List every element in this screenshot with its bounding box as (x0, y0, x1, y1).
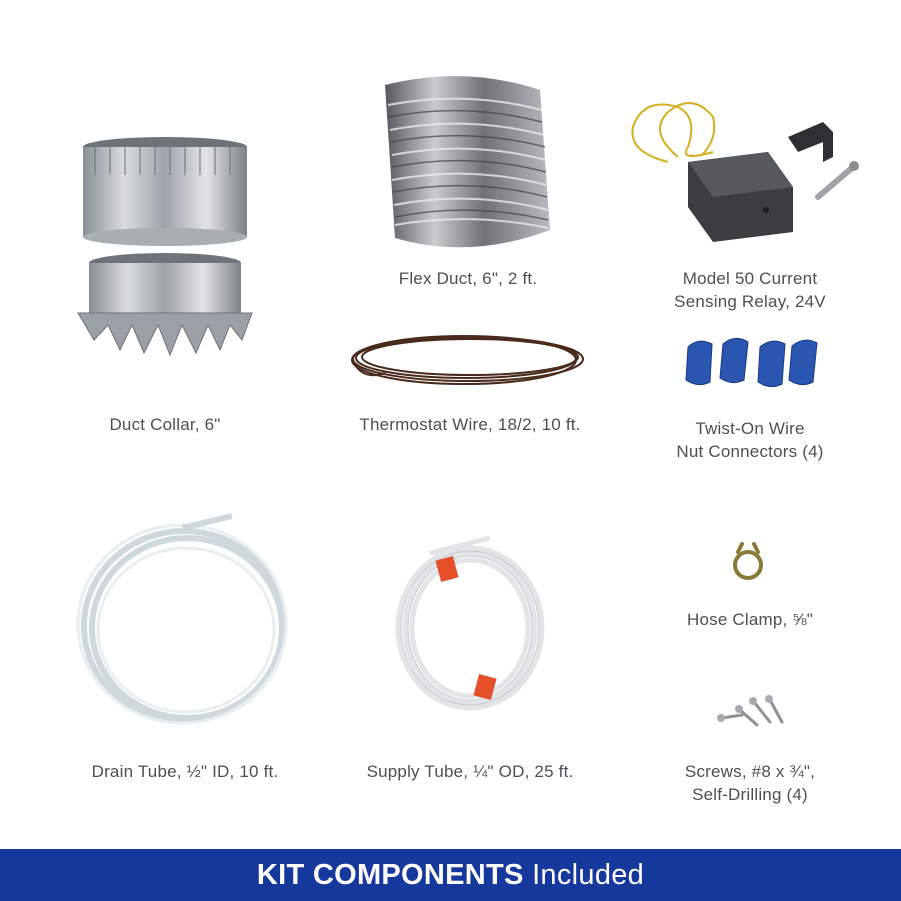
hose-clamp-image (728, 540, 768, 585)
screws-label-line2: Self-Drilling (4) (692, 785, 808, 804)
wire-nuts-label-line2: Nut Connectors (4) (676, 442, 824, 461)
banner-title-light: Included (532, 859, 645, 891)
relay-image (618, 92, 868, 252)
screws-label (640, 760, 860, 806)
wire-nuts-image (680, 332, 825, 392)
wire-nuts-label-line1: Twist-On Wire (695, 419, 805, 438)
flex-duct-label: Flex Duct, 6", 2 ft. (398, 269, 538, 288)
drain-tube-image (72, 508, 302, 733)
wire-nuts-label (640, 417, 860, 463)
thermostat-wire-label: Thermostat Wire, 18/2, 10 ft. (359, 415, 581, 434)
hose-clamp-label: Hose Clamp, ⅝" (687, 610, 813, 629)
banner-title-bold: KIT COMPONENTS (256, 859, 524, 891)
screws-image (712, 690, 792, 735)
relay-label-line2: Sensing Relay, 24V (674, 292, 826, 311)
relay-label (640, 267, 860, 313)
supply-tube-label: Supply Tube, ¼" OD, 25 ft. (366, 762, 574, 781)
duct-collar-label: Duct Collar, 6" (109, 415, 221, 434)
thermostat-wire-image (340, 325, 590, 395)
relay-label-line1: Model 50 Current (682, 269, 818, 288)
screws-label-line1: Screws, #8 x ¾", (684, 762, 816, 781)
duct-collar-image (70, 135, 260, 365)
kit-components-banner (0, 849, 901, 901)
supply-tube-image (390, 528, 550, 713)
flex-duct-image (370, 70, 560, 255)
drain-tube-label: Drain Tube, ½" ID, 10 ft. (91, 762, 279, 781)
